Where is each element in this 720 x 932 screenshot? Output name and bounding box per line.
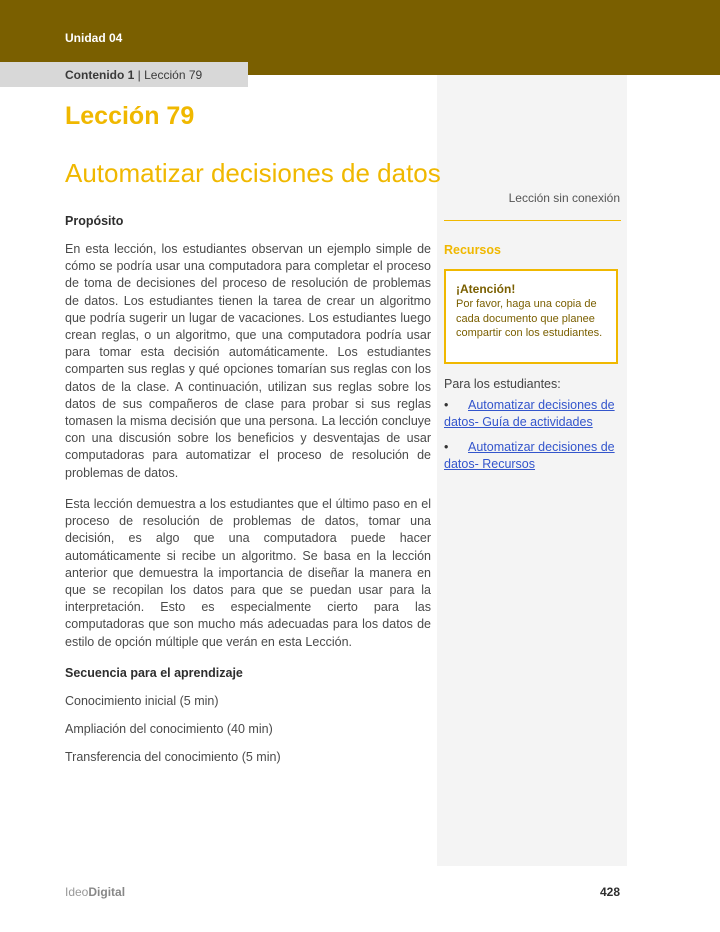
students-label: Para los estudiantes:: [444, 377, 561, 391]
lesson-reference: Lección 79: [144, 68, 203, 82]
breadcrumb-separator: |: [134, 68, 145, 82]
offline-label: Lección sin conexión: [508, 191, 620, 205]
purpose-heading: Propósito: [65, 214, 124, 228]
resources-link[interactable]: Automatizar decisiones de datos- Recursos: [444, 440, 615, 471]
resources-heading: Recursos: [444, 243, 501, 257]
bullet: •: [444, 398, 449, 412]
attention-title: ¡Atención!: [456, 282, 516, 296]
attention-box: [444, 269, 618, 364]
sequence-item: Conocimiento inicial (5 min): [65, 694, 219, 708]
bullet: •: [444, 440, 449, 454]
purpose-paragraph-1: En esta lección, los estudiantes observan un ejemplo simple de cómo se podría usar una computadora para completar el proceso de toma de decisiones del proceso de resolución de problemas de datos. Los estudiantes tienen la tarea de crear un algoritmo que podría sugerir un lugar de vacaciones. Los estudiantes luego crean reglas, o un algoritmo, que una computadora podría usar para tomar esta decisión automáticamente. Los estudiantes comparten sus reglas y qué opciones tomarían sus reglas con los datos de la clase. A continuación, utilizan sus reglas sobre los datos de sus compañeros de clase para probar si sus reglas tomasen la misma decisión que una persona. La lección concluye con una discusión sobre los beneficios y desventajas de usar computadoras para automatizar el proceso de resolución de problemas de datos.: [65, 242, 431, 480]
purpose-paragraph-2: Esta lección demuestra a los estudiantes que el último paso en el proceso de resolución de problemas de datos, tomar una decisión, es algo que una computadora puede hacer automáticamente si recibe un algoritmo. Se basa en la lección anterior que demuestra la importancia de diseñar la manera en que se recopilan los datos para que se puedan usar para la interpretación. Esto es especialmente cierto para las computadoras que son mucho más adecuadas para los datos de estilo de opción múltiple que verán en esta Lección.: [65, 497, 431, 649]
sequence-item: Ampliación del conocimiento (40 min): [65, 722, 273, 736]
sequence-item: Transferencia del conocimiento (5 min): [65, 750, 281, 764]
attention-text: Por favor, haga una copia de cada documento que planee compartir con los estudiantes.: [456, 298, 603, 339]
breadcrumb: [65, 68, 202, 82]
page-title: Automatizar decisiones de datos: [65, 158, 441, 188]
resource-item-resources: [444, 439, 622, 473]
resource-item-activity-guide: [444, 397, 622, 431]
unit-label: Unidad 04: [65, 31, 123, 45]
page-number: 428: [599, 885, 620, 899]
content-label: Contenido 1: [65, 68, 135, 82]
brand-light: Ideo: [65, 885, 89, 899]
content-tab: [0, 62, 248, 87]
lesson-number: Lección 79: [65, 102, 195, 130]
footer-brand: [65, 885, 125, 899]
sequence-heading: Secuencia para el aprendizaje: [65, 666, 243, 680]
activity-guide-link[interactable]: Automatizar decisiones de datos- Guía de actividades: [444, 398, 615, 429]
sidebar-divider: [444, 220, 621, 221]
brand-bold: Digital: [88, 885, 126, 899]
